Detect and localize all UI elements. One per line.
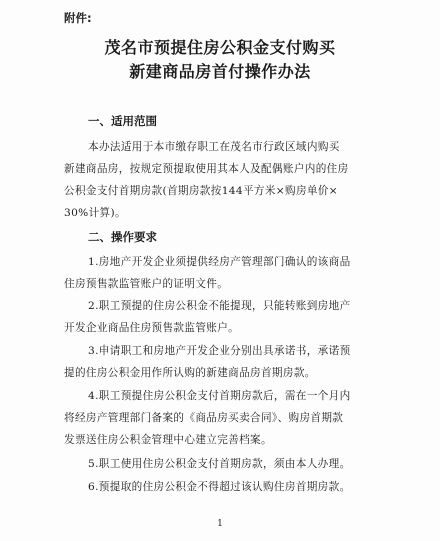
- section-2-item-6: 6.预提取的住房公积金不得超过该认购住房首期房款。: [88, 481, 351, 493]
- section-2-item-3-cont: 提的住房公积金用作所认购的新建商品房首期房款。: [64, 367, 316, 379]
- section-1-line: 公积金支付首期房款(首期房款按144平方米×购房单价×: [64, 185, 339, 197]
- section-2-item-5: 5.职工使用住房公积金支付首期房款，须由本人办理。: [88, 458, 351, 470]
- section-2-item-1-cont: 住房预售款监管账户的证明文件。: [64, 278, 229, 290]
- section-1-heading: 一、适用范围: [88, 114, 157, 128]
- section-2-item-4-cont: 发票送住房公积金管理中心建立完善档案。: [64, 434, 272, 446]
- title-line-1: 茂名市预提住房公积金支付购买: [104, 38, 336, 57]
- section-2-item-1: 1.房地产开发企业须提供经房产管理部门确认的该商品: [88, 256, 351, 268]
- section-2-item-3: 3.申请职工和房地产开发企业分别出具承诺书，承诺预: [88, 345, 351, 357]
- page-number: 1: [217, 519, 223, 529]
- section-1-line: 本办法适用于本市缴存职工在茂名市行政区域内购买: [88, 141, 340, 153]
- attachment-label: 附件:: [64, 11, 92, 25]
- section-2-item-4-cont: 将经房产管理部门备案的《商品房买卖合同》、购房首期款: [64, 412, 344, 424]
- section-2-item-2: 2.职工预提的住房公积金不能提现，只能转账到房地产: [88, 300, 351, 312]
- section-2-item-2-cont: 开发企业商品住房预售款监管账户。: [64, 322, 240, 334]
- section-1-line: 30%计算)。: [64, 207, 126, 219]
- section-2-item-4: 4.职工预提住房公积金支付首期房款后，需在一个月内: [88, 390, 351, 402]
- section-1-line: 新建商品房，按规定预提取使用其本人及配偶账户内的住房: [64, 163, 349, 175]
- section-2-heading: 二、操作要求: [88, 230, 157, 244]
- title-line-2: 新建商品房首付操作办法: [129, 62, 311, 81]
